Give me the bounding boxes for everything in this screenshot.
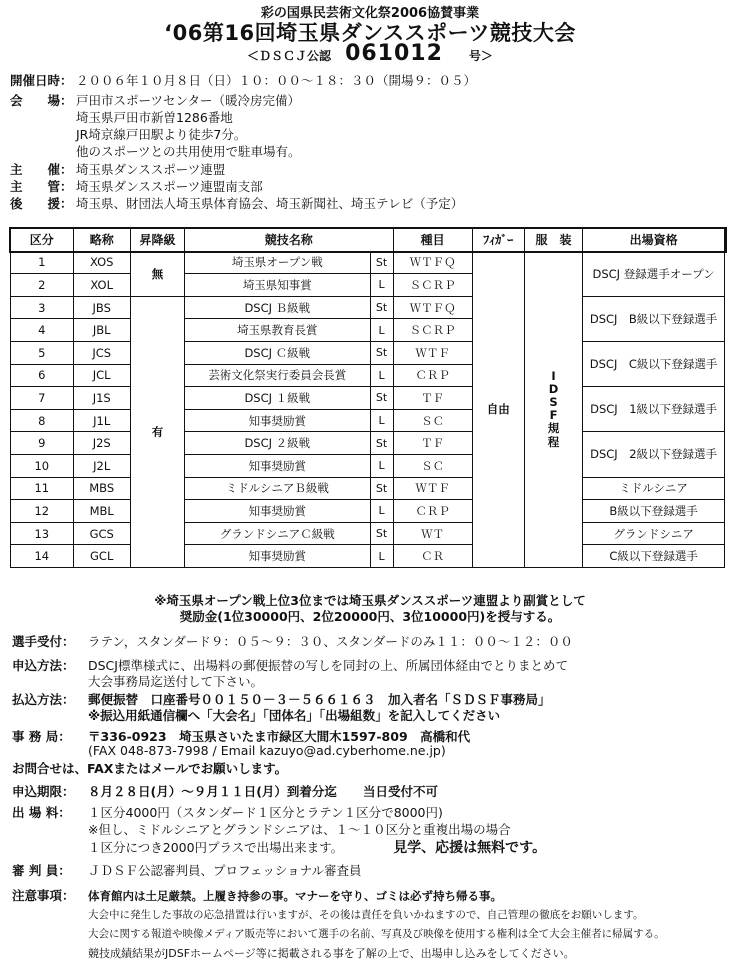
- fee-row-2: ※但し、ミドルシニアとグランドシニアは、１～１０区分と重複出場の場合: [88, 822, 511, 837]
- fee-row: 出 場 料： １区分4000円（スタンダード１区分とラテン１区分で8000円): [12, 805, 443, 820]
- row-abbr: J1S: [73, 387, 130, 410]
- row-class: St: [370, 296, 393, 319]
- info-venue: 会 場： 戸田市スポーツセンター（暖冷房完備）: [10, 93, 301, 108]
- qualification-open: DSCJ 登録選手オープン: [583, 251, 725, 296]
- payment-row-2: ※振込用紙通信欄へ「大会名」「団体名」「出場組数」を記入してください: [88, 708, 501, 723]
- cert-prefix: ＜ＤＳＣＪ公認: [247, 49, 332, 63]
- row-abbr: JBS: [73, 296, 130, 319]
- row-class: St: [370, 387, 393, 410]
- cert-number: 061012: [345, 41, 443, 66]
- row-class: L: [370, 454, 393, 477]
- row-no: 9: [11, 432, 74, 455]
- row-name: 知事奨励賞: [185, 409, 371, 432]
- row-abbr: JCL: [73, 364, 130, 387]
- apply-row: 申込方法： DSCJ標準様式に、出場料の郵便振替の写しを同封の上、所属団体経由でとりまとめて: [12, 658, 568, 673]
- row-name: 芸術文化祭実行委員会長賞: [185, 364, 371, 387]
- table-header-row: [11, 229, 725, 252]
- row-no: 12: [11, 500, 74, 523]
- row-name: DSCJ １級戦: [185, 387, 371, 410]
- info-venue-access: JR埼京線戸田駅より徒歩7分。: [76, 127, 247, 142]
- row-no: 3: [11, 296, 74, 319]
- row-name: 埼玉県教育長賞: [185, 319, 371, 342]
- row-abbr: J2L: [73, 454, 130, 477]
- row-no: 2: [11, 274, 74, 297]
- competition-table: [10, 228, 725, 568]
- table-row: [11, 296, 725, 319]
- row-no: 5: [11, 341, 74, 364]
- row-class: L: [370, 545, 393, 568]
- qualification-middle-b: B級以下登録選手: [583, 500, 725, 523]
- row-no: 10: [11, 454, 74, 477]
- row-class: L: [370, 500, 393, 523]
- table-row: [11, 341, 725, 364]
- row-abbr: XOS: [73, 251, 130, 274]
- reception-row: 選手受付： ラテン，スタンダード９：０５～９：３０、スタンダードのみ１１：００～１２：００: [12, 634, 573, 649]
- table-row: [11, 251, 725, 274]
- row-no: 14: [11, 545, 74, 568]
- table-row: [11, 387, 725, 410]
- header-qualification: 出場資格: [583, 229, 725, 252]
- row-class: L: [370, 274, 393, 297]
- row-class: L: [370, 409, 393, 432]
- row-name: DSCJ Ｃ級戦: [185, 341, 371, 364]
- info-venue-parking: 他のスポーツとの共用使用で駐車場有。: [76, 144, 301, 159]
- row-events: ＴＦ: [393, 432, 472, 455]
- row-abbr: JBL: [73, 319, 130, 342]
- row-name: ミドルシニアＢ級戦: [185, 477, 371, 500]
- info-manager: 主 管： 埼玉県ダンススポーツ連盟南支部: [10, 179, 263, 194]
- qualification-middle: ミドルシニア: [583, 477, 725, 500]
- row-abbr: JCS: [73, 341, 130, 364]
- row-name: 埼玉県知事賞: [185, 274, 371, 297]
- header-events: 種目: [393, 229, 472, 252]
- event-subtitle: 彩の国県民芸術文化祭2006協賛事業: [260, 6, 480, 21]
- row-class: St: [370, 251, 393, 274]
- row-events: ＷＴＦＱ: [393, 251, 472, 274]
- row-name: 埼玉県オープン戦: [185, 251, 371, 274]
- row-class: St: [370, 432, 393, 455]
- row-events: ＳＣ: [393, 454, 472, 477]
- info-organizer: 主 催： 埼玉県ダンススポーツ連盟: [10, 162, 226, 177]
- row-class: St: [370, 341, 393, 364]
- caution-row-2: 大会中に発生した事故の応急措置は行いますが、その後は責任を負いかねますので、自己管理の徹底をお願いします。: [88, 909, 644, 921]
- row-events: ＳＣＲＰ: [393, 319, 472, 342]
- header-name: 競技名称: [185, 229, 393, 252]
- qualification-2: DSCJ 2級以下登録選手: [583, 432, 725, 477]
- figure-cell: 自由: [472, 251, 524, 567]
- header-level: 昇降級: [130, 229, 184, 252]
- row-name: 知事奨励賞: [185, 500, 371, 523]
- level-yes: 有: [130, 296, 184, 567]
- event-title: ‘06第16回埼玉県ダンススポーツ競技大会: [164, 21, 576, 45]
- row-no: 13: [11, 522, 74, 545]
- header-costume: 服 装: [524, 229, 582, 252]
- row-no: 6: [11, 364, 74, 387]
- qualification-c: DSCJ C級以下登録選手: [583, 341, 725, 386]
- row-events: ＷＴＦ: [393, 477, 472, 500]
- row-name: 知事奨励賞: [185, 545, 371, 568]
- office-row-2: (FAX 048-873-7998 / Email kazuyo@ad.cyberhome.ne.jp): [88, 743, 446, 758]
- row-abbr: J2S: [73, 432, 130, 455]
- row-events: ＣＲ: [393, 545, 472, 568]
- judges-row: 審 判 員： ＪＤＳＦ公認審判員、プロフェッショナル審査員: [12, 863, 362, 878]
- inquiry-row: お問合せは、FAXまたはメールでお願いします。: [12, 761, 288, 776]
- row-abbr: XOL: [73, 274, 130, 297]
- qualification-grand: グランドシニア: [583, 522, 725, 545]
- row-class: St: [370, 477, 393, 500]
- caution-row-3: 大会に関する報道や映像メディア販売等において選手の名前、写真及び映像を使用する権利は全て大会主催者に帰属する。: [88, 928, 665, 940]
- apply-row-2: 大会事務局迄送付して下さい。: [88, 674, 264, 689]
- qualification-b: DSCJ B級以下登録選手: [583, 296, 725, 341]
- info-sponsors: 後 援： 埼玉県、財団法人埼玉県体育協会、埼玉新聞社、埼玉テレビ（予定）: [10, 196, 464, 211]
- table-row: [11, 432, 725, 455]
- row-name: DSCJ ２級戦: [185, 432, 371, 455]
- row-abbr: GCS: [73, 522, 130, 545]
- row-abbr: GCL: [73, 545, 130, 568]
- table-row: [11, 522, 725, 545]
- row-events: ＷＴＦＱ: [393, 296, 472, 319]
- row-events: ＴＦ: [393, 387, 472, 410]
- row-events: ＣＲＰ: [393, 364, 472, 387]
- certification-line: [0, 41, 740, 66]
- row-name: 知事奨励賞: [185, 454, 371, 477]
- cert-suffix: 号＞: [468, 49, 493, 63]
- row-class: St: [370, 522, 393, 545]
- table-row: [11, 500, 725, 523]
- header-division: 区分: [11, 229, 74, 252]
- row-class: L: [370, 364, 393, 387]
- row-events: ＷＴＦ: [393, 341, 472, 364]
- info-venue-address: 埼玉県戸田市新曽1286番地: [76, 110, 233, 125]
- row-name: グランドシニアＣ級戦: [185, 522, 371, 545]
- row-class: L: [370, 319, 393, 342]
- payment-row: 払込方法： 郵便振替 口座番号００１５０－３－５６６１６３ 加入者名「ＳＤＳＦ事務局」: [12, 692, 551, 707]
- row-no: 8: [11, 409, 74, 432]
- costume-cell: I D S F 規 程: [524, 251, 582, 567]
- row-no: 1: [11, 251, 74, 274]
- row-events: ＳＣＲＰ: [393, 274, 472, 297]
- row-abbr: J1L: [73, 409, 130, 432]
- qualification-grand-c: C級以下登録選手: [583, 545, 725, 568]
- row-events: ＣＲＰ: [393, 500, 472, 523]
- info-date: 開催日時： ２００６年１０月８日（日）１０：００～１８：３０（開場９：０５）: [10, 73, 477, 88]
- row-events: ＷＴ: [393, 522, 472, 545]
- row-events: ＳＣ: [393, 409, 472, 432]
- row-no: 11: [11, 477, 74, 500]
- caution-row: 注意事項： 体育館内は土足厳禁。上履き持参の事。マナーを守り、ゴミは必ず持ち帰る事。: [12, 888, 502, 903]
- row-no: 7: [11, 387, 74, 410]
- row-abbr: MBS: [73, 477, 130, 500]
- table-row: [11, 477, 725, 500]
- table-row: [11, 545, 725, 568]
- row-no: 4: [11, 319, 74, 342]
- fee-row-3: １区分につき2000円プラスで出場出来ます。 見学、応援は無料です。: [88, 840, 547, 856]
- deadline-row: 申込期限： ８月２８日(月）～９月１１日(月）到着分迄 当日受付不可: [12, 784, 438, 799]
- header-abbr: 略称: [73, 229, 130, 252]
- office-row: 事 務 局： 〒336-0923 埼玉県さいたま市緑区大間木1597-809 高橋和代: [12, 729, 471, 744]
- header-figure: ﾌｨｶﾞｰ: [472, 229, 524, 252]
- prize-note: ※埼玉県オープン戦上位3位までは埼玉県ダンススポーツ連盟より副賞として 奨励金(1位30000円、2位20000円、3位10000円)を授与する。: [154, 593, 586, 624]
- level-none: 無: [130, 251, 184, 296]
- row-abbr: MBL: [73, 500, 130, 523]
- row-name: DSCJ Ｂ級戦: [185, 296, 371, 319]
- qualification-1: DSCJ 1級以下登録選手: [583, 387, 725, 432]
- caution-row-4: 競技成績結果がJDSFホームページ等に掲載される事を了解の上で、出場申し込みをしてください。: [88, 947, 575, 960]
